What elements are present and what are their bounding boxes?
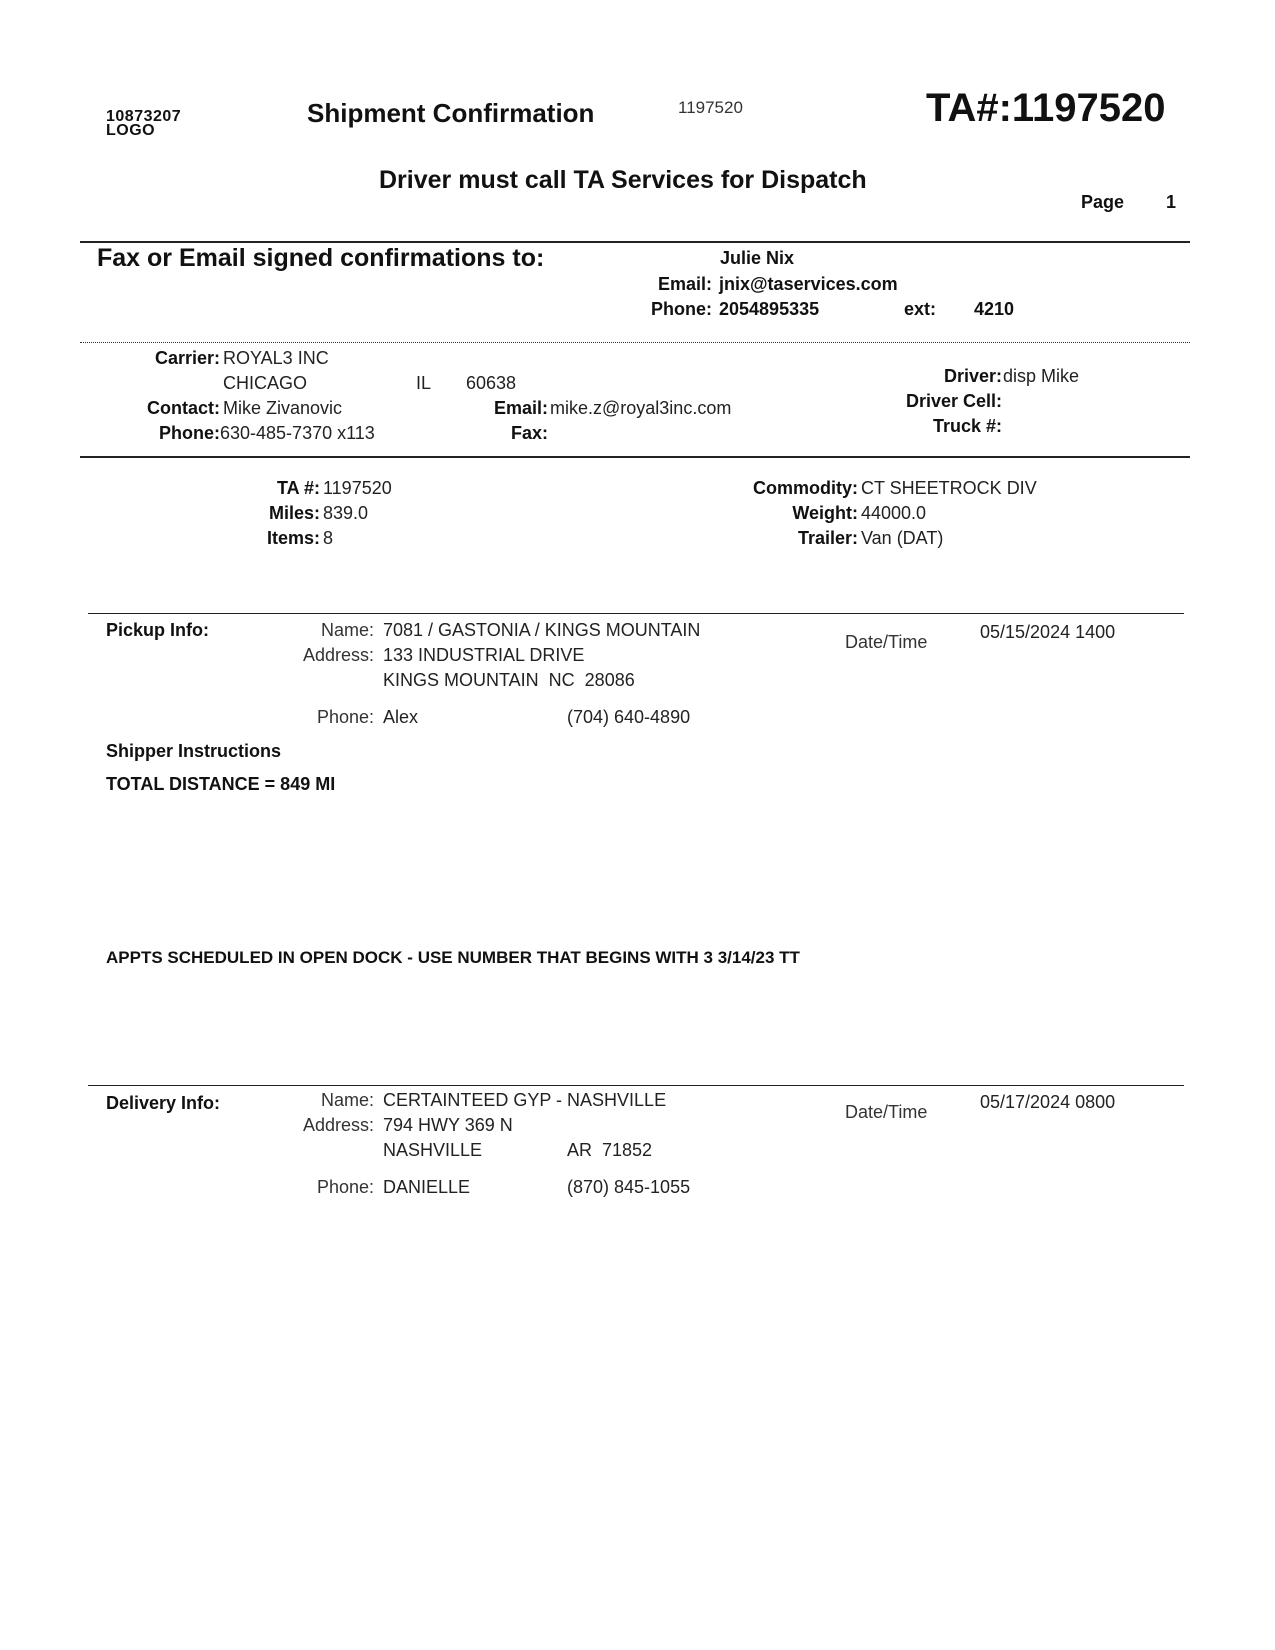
pickup-address-line2: KINGS MOUNTAIN NC 28086 [383, 670, 635, 690]
weight-value: 44000.0 [861, 503, 927, 523]
fax-email-label: Email: [657, 274, 712, 294]
appointment-note: APPTS SCHEDULED IN OPEN DOCK - USE NUMBER THAT BEGINS WITH 3 3/14/23 TT [106, 948, 800, 967]
carrier-email-label: Email: [493, 398, 548, 418]
fax-contact-name: Julie Nix [720, 248, 795, 268]
pickup-name: 7081 / GASTONIA / KINGS MOUNTAIN [383, 620, 701, 640]
commodity-value: CT SHEETROCK DIV [861, 478, 1037, 498]
miles-value: 839.0 [323, 503, 369, 523]
delivery-city: NASHVILLE [383, 1140, 483, 1160]
fax-email: jnix@taservices.com [719, 274, 898, 294]
dispatch-notice: Driver must call TA Services for Dispatch [379, 166, 867, 194]
miles-label: Miles: [268, 503, 320, 523]
delivery-phone-contact: DANIELLE [383, 1177, 471, 1197]
driver-label: Driver: [943, 366, 1002, 386]
carrier-phone: 630-485-7370 x113 [220, 423, 375, 443]
pickup-name-label: Name: [320, 620, 374, 640]
fax-ext-label: ext: [904, 299, 937, 319]
logo-placeholder: LOGO [106, 122, 156, 139]
pickup-address-line1: 133 INDUSTRIAL DRIVE [383, 645, 585, 665]
document-title: Shipment Confirmation [307, 98, 595, 128]
delivery-name-label: Name: [320, 1090, 374, 1110]
divider-line [88, 1085, 1184, 1086]
pickup-datetime-label: Date/Time [845, 632, 928, 652]
carrier-phone-label: Phone: [159, 423, 220, 443]
carrier-fax-label: Fax: [510, 423, 548, 443]
page-label: Page [1081, 192, 1125, 212]
ta-label: TA #: [277, 478, 320, 498]
weight-label: Weight: [792, 503, 858, 523]
carrier-state: IL [416, 373, 432, 393]
items-label: Items: [266, 528, 320, 548]
pickup-address-label: Address: [302, 645, 374, 665]
carrier-name: ROYAL3 INC [223, 348, 329, 368]
delivery-address-line1: 794 HWY 369 N [383, 1115, 513, 1135]
fax-heading: Fax or Email signed confirmations to: [97, 244, 545, 272]
delivery-datetime: 05/17/2024 0800 [980, 1092, 1116, 1112]
driver-cell-label: Driver Cell: [905, 391, 1002, 411]
truck-label: Truck #: [932, 416, 1002, 436]
header-id-code: 10873207 [106, 108, 182, 125]
pickup-datetime: 05/15/2024 1400 [980, 622, 1116, 642]
pickup-phone-label: Phone: [316, 707, 374, 727]
carrier-zip: 60638 [466, 373, 517, 393]
delivery-datetime-label: Date/Time [845, 1102, 928, 1122]
carrier-contact-label: Contact: [147, 398, 220, 418]
delivery-phone-label: Phone: [316, 1177, 374, 1197]
ta-number-large: TA#:1197520 [926, 86, 1166, 130]
pickup-section-label: Pickup Info: [106, 620, 209, 640]
carrier-label: Carrier: [154, 348, 220, 368]
delivery-section-label: Delivery Info: [106, 1093, 221, 1113]
fax-ext: 4210 [974, 299, 1015, 319]
commodity-label: Commodity: [753, 478, 858, 498]
pickup-phone-contact: Alex [383, 707, 419, 727]
trailer-value: Van (DAT) [861, 528, 944, 548]
divider-line [88, 613, 1184, 614]
page-number: 1 [1166, 192, 1177, 212]
shipper-instructions-label: Shipper Instructions [106, 741, 282, 761]
delivery-name: CERTAINTEED GYP - NASHVILLE [383, 1090, 667, 1110]
trailer-label: Trailer: [797, 528, 858, 548]
carrier-contact: Mike Zivanovic [223, 398, 343, 418]
driver-name: disp Mike [1003, 366, 1080, 386]
ta-value: 1197520 [323, 478, 392, 498]
fax-phone-label: Phone: [651, 299, 712, 319]
delivery-address-label: Address: [302, 1115, 374, 1135]
carrier-email: mike.z@royal3inc.com [550, 398, 732, 418]
header-small-number: 1197520 [678, 98, 743, 117]
carrier-city: CHICAGO [223, 373, 308, 393]
divider-line [80, 456, 1190, 458]
divider-line [80, 241, 1190, 243]
divider-line [80, 342, 1190, 343]
items-value: 8 [323, 528, 334, 548]
delivery-state-zip: AR 71852 [567, 1140, 653, 1160]
fax-phone: 2054895335 [719, 299, 820, 319]
pickup-phone: (704) 640-4890 [567, 707, 691, 727]
total-distance-note: TOTAL DISTANCE = 849 MI [106, 774, 336, 794]
delivery-phone: (870) 845-1055 [567, 1177, 691, 1197]
